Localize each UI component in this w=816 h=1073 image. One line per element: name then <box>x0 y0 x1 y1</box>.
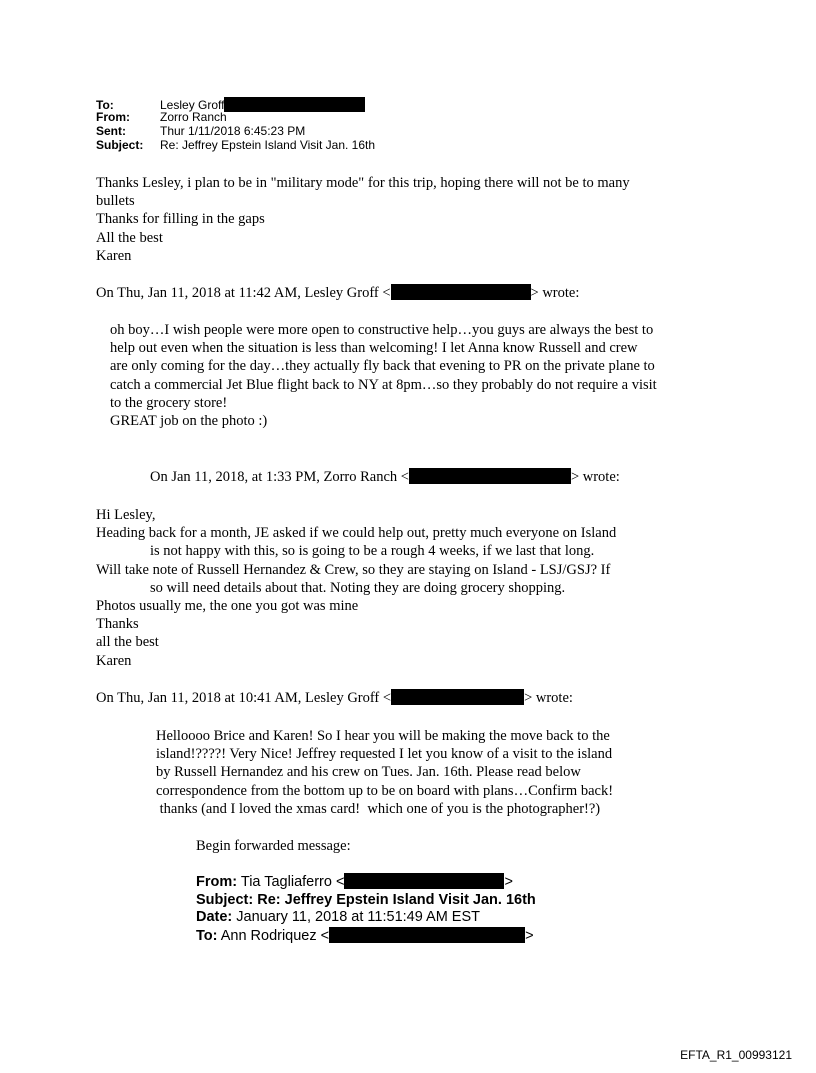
to-value: Lesley Groff <box>160 98 225 112</box>
message-line: Will take note of Russell Hernandez & Crew, so they are staying on Island - LSJ/GSJ? If <box>96 561 611 578</box>
message-line: Karen <box>96 652 132 669</box>
subject-value: Re: Jeffrey Epstein Island Visit Jan. 16th <box>160 138 376 152</box>
redaction-bar <box>391 689 524 705</box>
message-line: Hi Lesley, <box>96 507 156 523</box>
forwarded-subject-value: Re: Jeffrey Epstein Island Visit Jan. 16th <box>257 891 536 908</box>
message-line: help out even when the situation is less than welcoming! I let Anna know Russell and crew <box>110 340 638 357</box>
quote-suffix: > wrote: <box>524 690 573 706</box>
forwarded-intro: Begin forwarded message: <box>196 838 351 854</box>
message-line: Thanks for filling in the gaps <box>96 211 265 228</box>
header-sent-row <box>96 125 305 138</box>
forwarded-date-label: Date: <box>196 909 233 925</box>
message-line: are only coming for the day…they actually fly back that evening to PR on the private plane to <box>110 358 655 375</box>
message-lesley-1 <box>110 321 657 430</box>
header-subject-row <box>96 139 375 152</box>
message-line: Thanks Lesley, i plan to be in "military mode" for this trip, hoping there will not be to many <box>96 175 630 191</box>
to-label: To: <box>96 98 114 112</box>
forwarded-to-row <box>196 927 536 946</box>
message-line: to the grocery store! <box>110 394 228 411</box>
forwarded-from-row <box>196 873 536 892</box>
redaction-bar <box>224 97 365 112</box>
redaction-bar <box>329 927 525 943</box>
quote-prefix: On Thu, Jan 11, 2018 at 11:42 AM, Lesley Groff < <box>96 285 391 301</box>
message-line: correspondence from the bottom up to be on board with plans…Confirm back! <box>156 782 614 799</box>
header-from-row <box>96 111 227 124</box>
quote-header-3 <box>96 689 573 707</box>
from-label: From: <box>96 110 130 124</box>
message-line: Heading back for a month, JE asked if we could help out, pretty much everyone on Island <box>96 525 617 542</box>
redaction-bar <box>391 284 531 300</box>
message-lesley-2 <box>156 727 613 818</box>
forwarded-to-label: To: <box>196 927 218 944</box>
message-line: GREAT job on the photo :) <box>110 413 268 430</box>
message-line: is not happy with this, so is going to be a rough 4 weeks, if we last that long. <box>150 543 595 560</box>
message-line: Thanks <box>96 616 139 633</box>
forwarded-subject-row <box>196 892 536 910</box>
quote-suffix: > wrote: <box>530 285 580 301</box>
forwarded-subject-label: Subject: <box>196 891 254 908</box>
message-line: oh boy…I wish people were more open to constructive help…you guys are always the best to <box>110 322 654 338</box>
quote-prefix: On Jan 11, 2018, at 1:33 PM, Zorro Ranch < <box>150 469 409 485</box>
forwarded-date-value: January 11, 2018 at 11:51:49 AM EST <box>236 909 481 925</box>
message-line: Photos usually me, the one you got was mine <box>96 598 359 615</box>
forwarded-header <box>196 873 536 945</box>
quote-header-2 <box>150 468 620 486</box>
quote-prefix: On Thu, Jan 11, 2018 at 10:41 AM, Lesley Groff < <box>96 690 392 706</box>
message-line: Helloooo Brice and Karen! So I hear you will be making the move back to the <box>156 728 610 744</box>
message-line: bullets <box>96 193 135 210</box>
forwarded-to-value: Ann Rodriquez < <box>220 927 330 944</box>
forwarded-from-value: Tia Tagliaferro < <box>240 874 345 890</box>
reply-karen-1 <box>96 174 630 265</box>
sent-label: Sent: <box>96 124 126 138</box>
redaction-bar <box>409 468 571 484</box>
from-value: Zorro Ranch <box>160 110 227 124</box>
message-line: Karen <box>96 247 132 264</box>
message-karen-2 <box>96 506 616 670</box>
message-line: catch a commercial Jet Blue flight back to NY at 8pm…so they probably do not require a visit <box>110 376 657 393</box>
message-line: so will need details about that. Noting they are doing grocery shopping. <box>150 579 566 596</box>
sent-value: Thur 1/11/2018 6:45:23 PM <box>160 124 306 138</box>
message-line: by Russell Hernandez and his crew on Tues. Jan. 16th. Please read below <box>156 764 581 781</box>
header-to-row <box>96 97 365 112</box>
redaction-bar <box>344 873 504 889</box>
message-line: All the best <box>96 229 163 246</box>
forwarded-from-label: From: <box>196 874 238 890</box>
quote-suffix: > wrote: <box>570 469 620 485</box>
message-line: all the best <box>96 634 159 651</box>
subject-label: Subject: <box>96 138 144 152</box>
quote-header-1 <box>96 284 579 302</box>
close-bracket: > <box>504 874 513 890</box>
message-line: island!????! Very Nice! Jeffrey requested I let you know of a visit to the island <box>156 746 613 763</box>
close-bracket: > <box>525 927 534 944</box>
message-line: thanks (and I loved the xmas card! which one of you is the photographer!?) <box>156 800 601 817</box>
document-id: EFTA_R1_00993121 <box>680 1048 792 1062</box>
forwarded-date-row <box>196 909 536 927</box>
